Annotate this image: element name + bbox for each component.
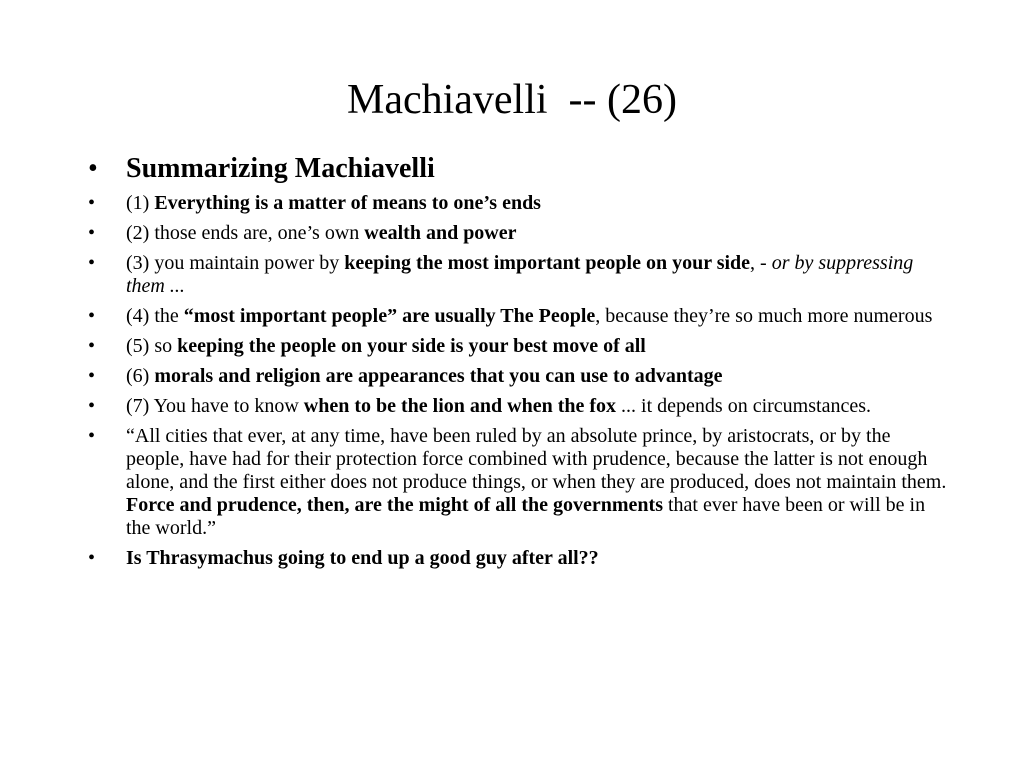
bullet-text-suffix: that ever have been or will be in the world.”: [126, 494, 926, 539]
bullet-icon: •: [88, 395, 96, 417]
bullet-icon: •: [88, 365, 96, 387]
bullet-item-6: [88, 365, 948, 388]
bullet-text: “All cities that ever, at any time, have been ruled by an absolute prince, by aristocrats, or by the people, have had for their protection force combined with prudence, because the latter is not enough alone, and the first either does not produce things, or when they are produced, does not maintain them.: [126, 425, 947, 493]
bullet-item-5: [88, 335, 948, 358]
bullet-icon: •: [88, 192, 96, 214]
bullet-item-1: [88, 192, 948, 215]
bullet-text: (4) the: [126, 305, 184, 327]
bullet-icon: •: [88, 547, 96, 569]
bullet-bold-text: keeping the most important people on your side: [344, 252, 751, 274]
bullet-heading: [88, 152, 948, 186]
bullet-item-question: [88, 547, 948, 570]
bullet-item-7: [88, 395, 948, 418]
slide-title: Machiavelli -- (26): [346, 77, 678, 123]
bullet-bold-text: Everything is a matter of means to one’s ends: [154, 192, 541, 214]
bullet-list: [88, 152, 948, 577]
bullet-icon: •: [88, 153, 98, 184]
bullet-text-middle: , -: [750, 252, 772, 274]
bullet-text: (6): [126, 365, 155, 387]
bullet-bold-text: morals and religion are appearances that you can use to advantage: [154, 365, 723, 387]
bullet-icon: •: [88, 335, 96, 357]
bullet-item-2: [88, 222, 948, 245]
bullet-icon: •: [88, 305, 96, 327]
bullet-text-suffix: , because they’re so much more numerous: [595, 305, 933, 327]
bullet-icon: •: [88, 222, 96, 244]
bullet-text: (3) you maintain power by: [126, 252, 345, 274]
bullet-heading-text: Summarizing Machiavelli: [126, 153, 435, 184]
bullet-bold-text: keeping the people on your side is your best move of all: [177, 335, 646, 357]
bullet-icon: •: [88, 252, 96, 274]
bullet-text-suffix: ... it depends on circumstances.: [616, 395, 871, 417]
bullet-text: (2) those ends are, one’s own: [126, 222, 365, 244]
bullet-bold-text: wealth and power: [364, 222, 517, 244]
bullet-text: (5) so: [126, 335, 178, 357]
bullet-bold-text: Force and prudence, then, are the might of all the governments: [126, 494, 663, 516]
bullet-text: (1): [126, 192, 155, 214]
bullet-bold-text: “most important people” are usually The People: [183, 305, 596, 327]
bullet-item-4: [88, 305, 948, 328]
bullet-italic-text: or by suppressing them ...: [126, 252, 914, 297]
bullet-item-quote: [88, 425, 948, 540]
bullet-item-3: [88, 252, 948, 298]
bullet-icon: •: [88, 425, 96, 447]
bullet-text: (7) You have to know: [126, 395, 304, 417]
bullet-bold-text: when to be the lion and when the fox: [303, 395, 617, 417]
bullet-bold-text: Is Thrasymachus going to end up a good guy after all??: [126, 547, 599, 569]
